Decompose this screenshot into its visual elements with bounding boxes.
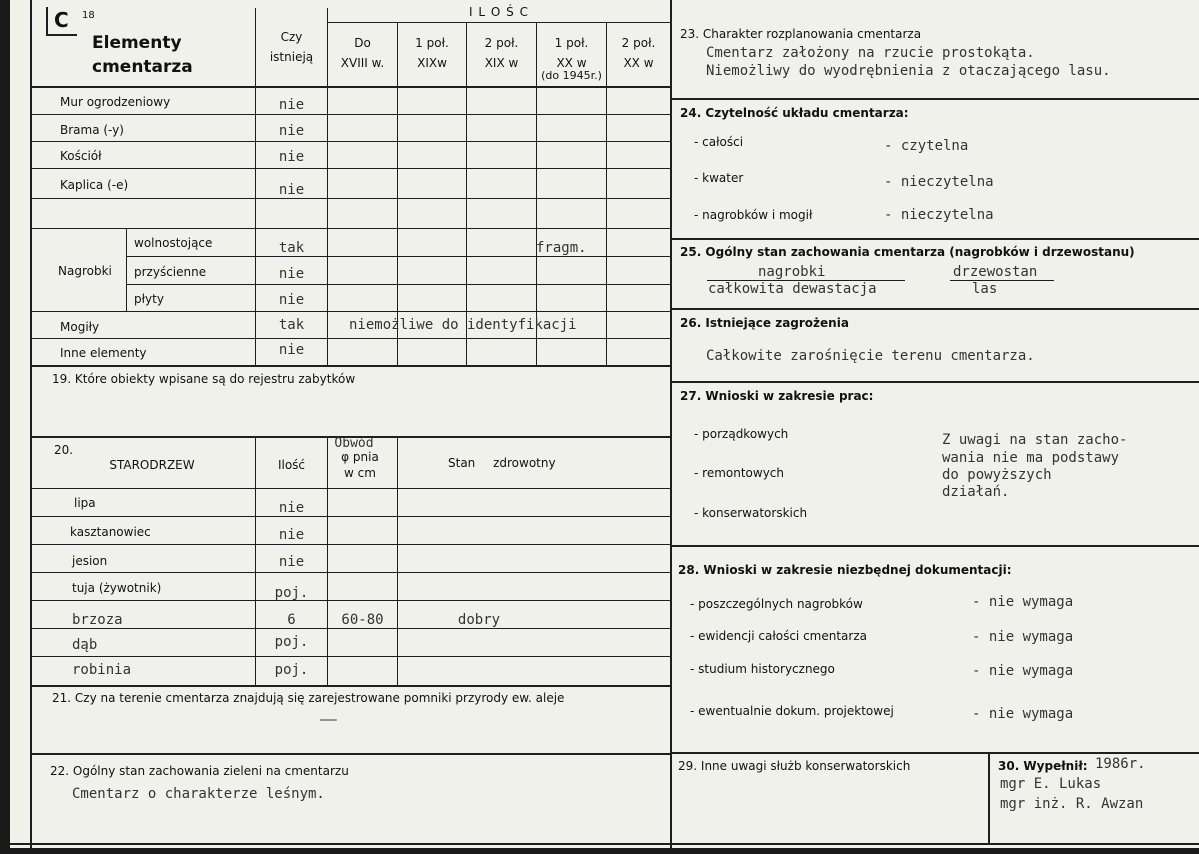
- column-header-period: 2 poł.: [621, 36, 656, 50]
- question-24: 24. Czytelność układu cmentarza:: [680, 106, 909, 120]
- tree-name: dąb: [72, 637, 98, 653]
- rule: [30, 86, 670, 88]
- q28-item-value: - nie wymaga: [972, 629, 1074, 645]
- rule: [126, 228, 127, 312]
- question-26: 26. Istniejące zagrożenia: [680, 316, 849, 330]
- question-28: 28. Wnioski w zakresie niezbędnej dokumentacji:: [678, 563, 1012, 577]
- q28-item-value: - nie wymaga: [972, 706, 1074, 722]
- tree-header-circumference: φ pnia: [341, 450, 379, 464]
- row-label: Kaplica (-e): [60, 178, 129, 192]
- rule: [30, 198, 670, 199]
- tree-name: jesion: [72, 554, 108, 568]
- rule: [466, 22, 467, 366]
- tree-quantity: 6: [287, 612, 296, 628]
- rule: [30, 168, 670, 169]
- column-header-period: 1 poł.: [554, 36, 589, 50]
- section-title: cmentarza: [92, 57, 193, 77]
- q24-item-value: - nieczytelna: [884, 207, 994, 223]
- column-header-exists: Czy: [280, 30, 303, 44]
- q27-item: - remontowych: [694, 466, 784, 480]
- rule: [30, 0, 32, 848]
- tree-quantity: nie: [278, 554, 305, 570]
- q28-item-value: - nie wymaga: [972, 663, 1074, 679]
- tree-header-circumference: Obwód: [334, 436, 374, 451]
- nagrobki-label: Nagrobki: [58, 264, 112, 278]
- rule: [672, 308, 1199, 310]
- question-23-answer: Niemożliwy do wyodrębnienia z otaczającego lasu.: [706, 63, 1111, 79]
- nagrobki-sub-label: płyty: [134, 292, 164, 306]
- rule: [10, 843, 1199, 845]
- rule: [30, 685, 670, 687]
- tree-quantity: nie: [278, 500, 305, 516]
- tree-health: dobry: [457, 612, 501, 628]
- question-21: 21. Czy na terenie cmentarza znajdują się zarejestrowane pomniki przyrody ew. aleje: [52, 691, 565, 705]
- q24-item-label: - nagrobków i mogił: [694, 208, 813, 222]
- q28-item-value: - nie wymaga: [972, 594, 1074, 610]
- tree-name: robinia: [72, 662, 132, 678]
- question-27-answer: do powyższych: [942, 467, 1052, 483]
- rule: [30, 311, 670, 312]
- rule: [30, 141, 670, 142]
- question-27-answer: wania nie ma podstawy: [942, 450, 1120, 466]
- tree-header-health: Stan zdrowotny: [448, 456, 556, 470]
- column-header-period: XVIII w.: [340, 56, 385, 70]
- rule: [672, 752, 1199, 754]
- q24-item-value: - nieczytelna: [884, 174, 994, 190]
- rule: [397, 436, 398, 686]
- row-label: Kościół: [60, 149, 102, 163]
- column-header-period: 1 poł.: [415, 36, 449, 50]
- tree-name: brzoza: [72, 612, 123, 628]
- inne-exists-value: nie: [278, 342, 305, 358]
- column-header-period: XX w: [556, 56, 587, 70]
- filled-by-name: mgr inż. R. Awzan: [1000, 796, 1144, 812]
- nagrobki-exists-value: tak: [278, 240, 305, 256]
- rule: [126, 256, 670, 257]
- rule: [606, 22, 607, 366]
- rule: [672, 238, 1199, 240]
- column-header-period: (do 1945r.): [541, 69, 602, 82]
- tree-quantity: nie: [278, 527, 305, 543]
- rule: [30, 656, 670, 657]
- column-header-period: XIXw: [417, 56, 447, 70]
- q28-item-label: - studium historycznego: [690, 662, 835, 676]
- rule: [30, 753, 670, 755]
- question-26-answer: Całkowite zarośnięcie terenu cmentarza.: [706, 348, 1035, 364]
- question-30: 30. Wypełnił:: [998, 759, 1088, 773]
- q25-drzewostan: drzewostan: [953, 264, 1038, 280]
- row-label: Brama (-y): [60, 123, 124, 137]
- card-letter: C: [54, 8, 69, 32]
- q28-item-label: - ewentualnie dokum. projektowej: [690, 704, 894, 718]
- q28-item-label: - ewidencji całości cmentarza: [690, 629, 867, 643]
- nagrobki-exists-value: nie: [278, 266, 305, 282]
- rule: [327, 22, 670, 23]
- q25-drzewostan-value: las: [972, 281, 998, 297]
- rule: [30, 338, 670, 339]
- rule: [30, 628, 670, 629]
- rule: [30, 365, 670, 367]
- tree-name: lipa: [74, 496, 96, 510]
- question-21-answer: ——: [320, 712, 337, 728]
- q24-item-label: - całości: [694, 135, 744, 149]
- filled-by-name: mgr E. Lukas: [1000, 776, 1102, 792]
- rule: [950, 280, 1054, 281]
- rule: [30, 600, 670, 601]
- nagrobki-exists-value: nie: [278, 292, 305, 308]
- rule: [672, 381, 1199, 383]
- mogily-note: niemożliwe do identyfikacji: [349, 317, 577, 333]
- q27-item: - konserwatorskich: [694, 506, 808, 520]
- rule: [30, 544, 670, 545]
- row-exists-value: nie: [278, 149, 305, 165]
- nagrobki-sub-label: przyścienne: [134, 265, 207, 279]
- column-header-quantity: I L O Ś C: [469, 5, 529, 19]
- question-23: 23. Charakter rozplanowania cmentarza: [680, 27, 922, 41]
- rule: [397, 22, 398, 366]
- q25-nagrobki-value: całkowita dewastacja: [708, 281, 877, 297]
- tree-quantity: poj.: [274, 662, 309, 678]
- q28-item-label: - poszczególnych nagrobków: [690, 597, 863, 611]
- column-header-period: 2 poł.: [484, 36, 519, 50]
- column-header-exists: istnieją: [269, 50, 314, 64]
- question-19: 19. Które obiekty wpisane są do rejestru zabytków: [52, 372, 356, 386]
- inventory-card: [10, 0, 1199, 848]
- column-header-period: Do: [354, 36, 371, 50]
- q24-item-label: - kwater: [694, 171, 744, 185]
- mogily-exists-value: tak: [278, 317, 305, 333]
- tree-name: tuja (żywotnik): [72, 581, 162, 595]
- nagrobki-sub-label: wolnostojące: [134, 236, 213, 250]
- rule: [30, 572, 670, 573]
- rule: [30, 114, 670, 115]
- tree-header-quantity: Ilość: [277, 458, 306, 472]
- column-header-period: XX w: [623, 56, 654, 70]
- tree-header-name: STARODRZEW: [109, 458, 195, 472]
- filled-by-year: 1986r.: [1095, 756, 1146, 772]
- row-exists-value: nie: [278, 97, 305, 113]
- tree-circumference: 60-80: [341, 612, 384, 628]
- tree-name: kasztanowiec: [70, 525, 151, 539]
- row-exists-value: nie: [278, 123, 305, 139]
- rule: [30, 488, 670, 489]
- inne-label: Inne elementy: [60, 346, 147, 360]
- question-22: 22. Ogólny stan zachowania zieleni na cmentarzu: [50, 764, 349, 778]
- rule: [988, 752, 990, 844]
- tree-header-circumference: w cm: [344, 466, 376, 480]
- question-27: 27. Wnioski w zakresie prac:: [680, 389, 874, 403]
- rule: [672, 98, 1199, 100]
- question-27-answer: działań.: [942, 484, 1010, 500]
- rule: [126, 284, 670, 285]
- mogily-label: Mogiły: [60, 320, 100, 334]
- section-title: Elementy: [92, 33, 182, 53]
- card-number: 18: [82, 10, 95, 21]
- row-exists-value: nie: [278, 182, 305, 198]
- rule: [30, 516, 670, 517]
- question-25: 25. Ogólny stan zachowania cmentarza (nagrobków i drzewostanu): [680, 245, 1135, 259]
- question-29: 29. Inne uwagi służb konserwatorskich: [678, 759, 911, 773]
- column-header-period: XIX w: [484, 56, 519, 70]
- question-27-answer: Z uwagi na stan zacho-: [942, 432, 1128, 448]
- question-22-answer: Cmentarz o charakterze leśnym.: [72, 786, 325, 802]
- row-label: Mur ogrodzeniowy: [60, 95, 171, 109]
- question-23-answer: Cmentarz założony na rzucie prostokąta.: [706, 45, 1035, 61]
- q25-nagrobki: nagrobki: [758, 264, 826, 280]
- nagrobki-period-value: fragm.: [536, 240, 587, 256]
- rule: [672, 545, 1199, 547]
- q27-item: - porządkowych: [694, 427, 789, 441]
- tree-quantity: poj.: [274, 634, 309, 650]
- rule: [670, 0, 672, 848]
- tree-quantity: poj.: [274, 585, 309, 601]
- question-20-number: 20.: [54, 443, 74, 457]
- q24-item-value: - czytelna: [884, 138, 969, 154]
